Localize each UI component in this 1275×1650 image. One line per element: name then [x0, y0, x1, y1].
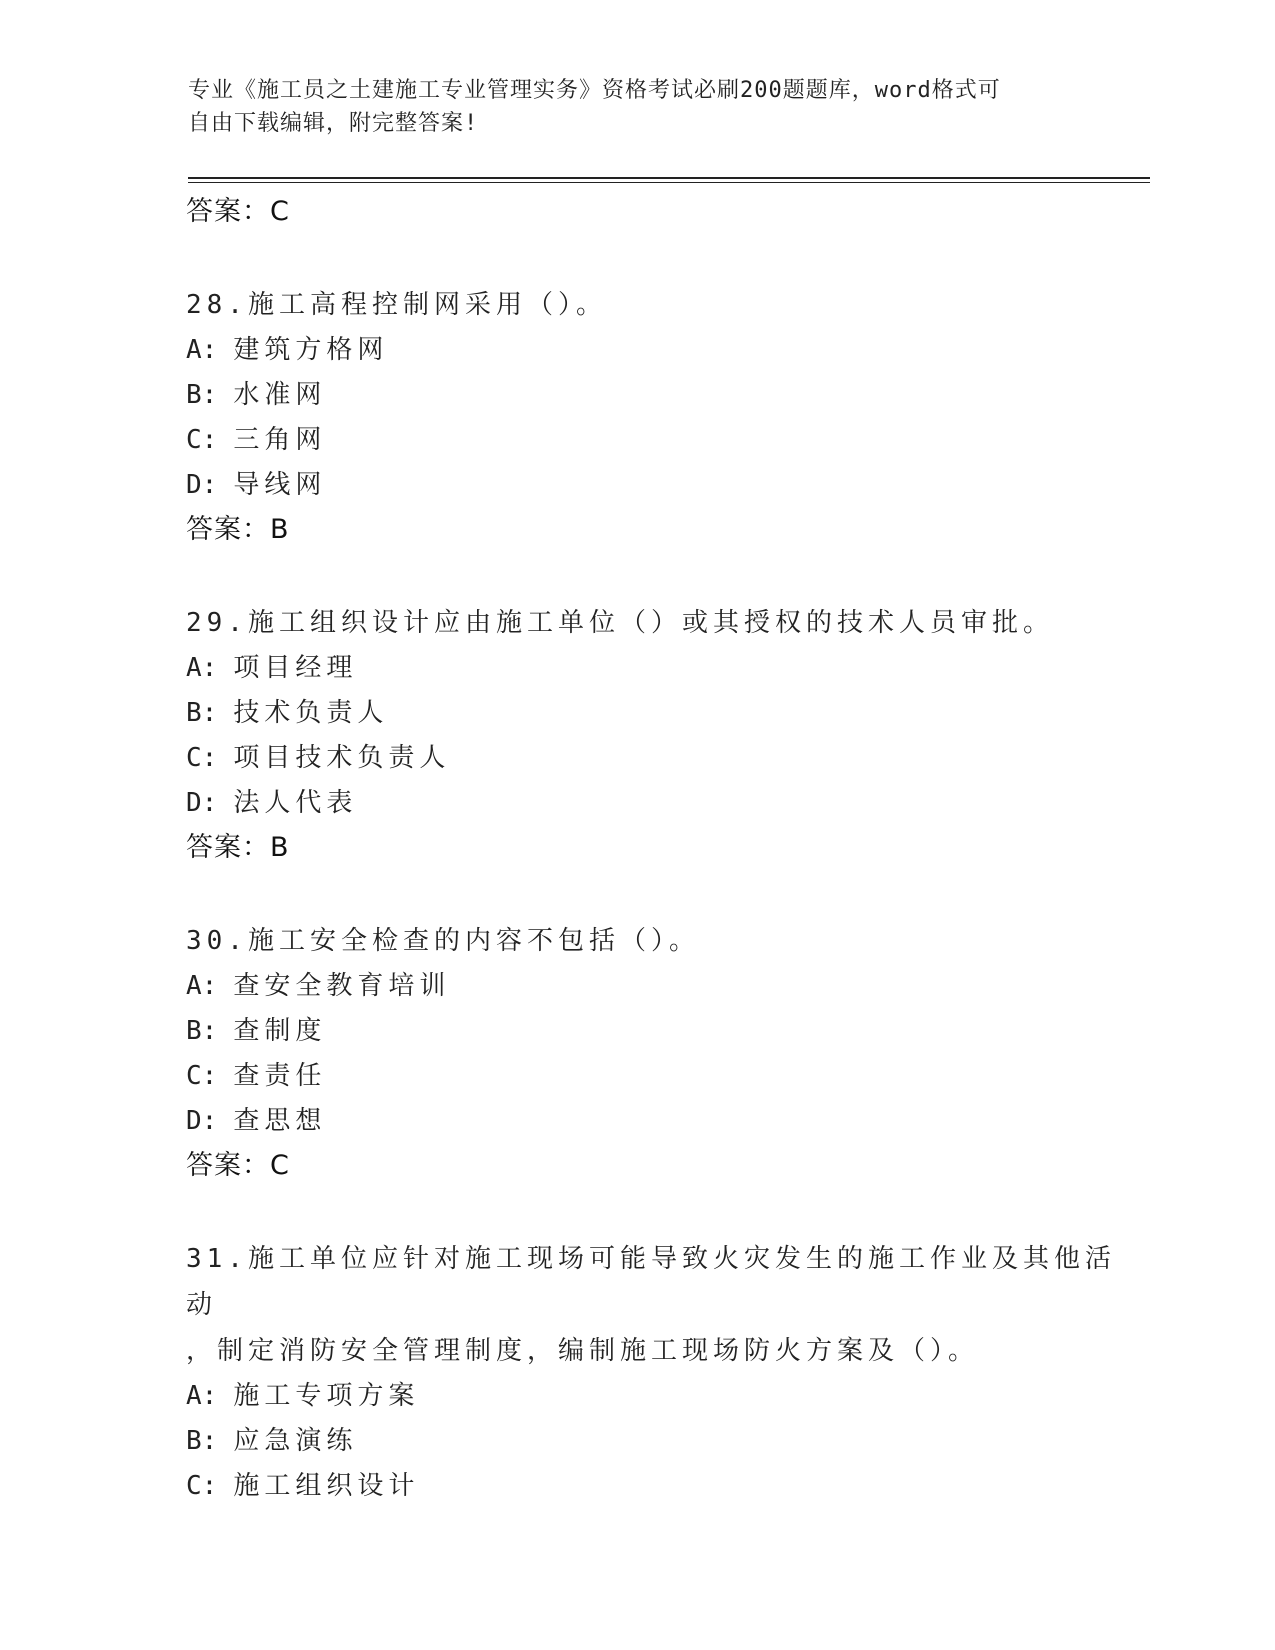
option-letter: B:: [186, 1016, 218, 1046]
question-stem-continued: ，制定消防安全管理制度，编制施工现场防火方案及（）。: [186, 1336, 980, 1366]
option-text: 法人代表: [233, 788, 358, 818]
option-text: 施工组织设计: [233, 1471, 420, 1501]
spacer: [186, 234, 1146, 282]
option-a: [186, 328, 1146, 373]
question-block: [186, 282, 1146, 552]
option-text: 技术负责人: [233, 698, 389, 728]
option-letter: D:: [186, 1106, 218, 1136]
option-text: 施工专项方案: [233, 1381, 420, 1411]
spacer: [186, 870, 1146, 918]
option-text: 查安全教育培训: [233, 971, 451, 1001]
option-letter: A:: [186, 653, 218, 683]
option-b: [186, 1419, 1146, 1464]
answer-label: 答案：B: [186, 832, 290, 863]
option-c: [186, 1464, 1146, 1509]
answer-label: 答案：C: [186, 1150, 290, 1181]
header-line-2: 自由下载编辑，附完整答案!: [188, 111, 479, 136]
option-letter: C:: [186, 743, 218, 773]
question-stem: 31.施工单位应针对施工现场可能导致火灾发生的施工作业及其他活动: [186, 1244, 1116, 1320]
option-letter: C:: [186, 425, 218, 455]
option-letter: B:: [186, 380, 218, 410]
document-header: [188, 74, 1068, 140]
question-block: [186, 600, 1146, 870]
option-letter: D:: [186, 470, 218, 500]
option-text: 导线网: [233, 470, 327, 500]
option-d: [186, 781, 1146, 826]
header-line-1: 专业《施工员之土建施工专业管理实务》资格考试必刷200题题库，word格式可: [188, 78, 1001, 103]
option-letter: A:: [186, 971, 218, 1001]
option-letter: D:: [186, 788, 218, 818]
answer-label: 答案：C: [186, 196, 290, 227]
option-text: 查制度: [233, 1016, 327, 1046]
option-text: 应急演练: [233, 1426, 358, 1456]
option-a: [186, 1374, 1146, 1419]
option-text: 查责任: [233, 1061, 327, 1091]
option-d: [186, 463, 1146, 508]
question-stem: 29.施工组织设计应由施工单位（）或其授权的技术人员审批。: [186, 608, 1054, 638]
option-letter: C:: [186, 1061, 218, 1091]
option-letter: A:: [186, 1381, 218, 1411]
option-c: [186, 736, 1146, 781]
question-block: [186, 1236, 1146, 1509]
answer-label: 答案：B: [186, 514, 290, 545]
option-letter: C:: [186, 1471, 218, 1501]
option-c: [186, 418, 1146, 463]
question-stem: 28.施工高程控制网采用（）。: [186, 290, 607, 320]
option-text: 建筑方格网: [233, 335, 389, 365]
option-letter: A:: [186, 335, 218, 365]
question-list: [186, 190, 1146, 1509]
option-b: [186, 373, 1146, 418]
spacer: [186, 552, 1146, 600]
option-c: [186, 1054, 1146, 1099]
option-text: 项目经理: [233, 653, 358, 683]
header-divider-thin: [188, 182, 1150, 183]
option-letter: B:: [186, 1426, 218, 1456]
option-b: [186, 691, 1146, 736]
option-text: 项目技术负责人: [233, 743, 451, 773]
spacer: [186, 1188, 1146, 1236]
question-block: [186, 918, 1146, 1188]
question-stem: 30.施工安全检查的内容不包括（）。: [186, 926, 700, 956]
option-d: [186, 1099, 1146, 1144]
option-text: 三角网: [233, 425, 327, 455]
option-b: [186, 1009, 1146, 1054]
option-a: [186, 964, 1146, 1009]
option-a: [186, 646, 1146, 691]
option-text: 水准网: [233, 380, 327, 410]
option-letter: B:: [186, 698, 218, 728]
header-divider-thick: [188, 177, 1150, 179]
option-text: 查思想: [233, 1106, 327, 1136]
